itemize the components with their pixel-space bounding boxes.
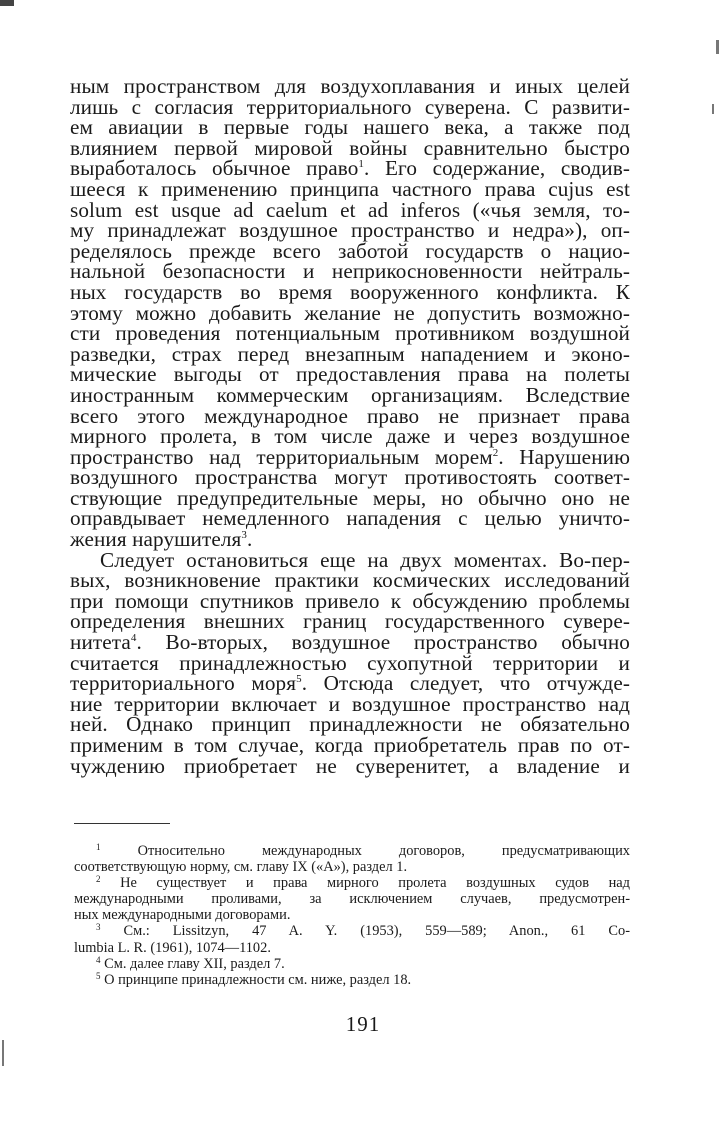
text-line: [70, 529, 630, 550]
text-line: чуждению приобретает не суверенитет, а владение и: [70, 753, 630, 778]
text-line: разведки, страх перед внезапным нападением и эконо-: [70, 341, 630, 366]
footnote-text: О принципе принадлежности см. ниже, раздел 18.: [104, 971, 412, 988]
text-line: ем авиации в первые годы нашего века, а также под: [70, 115, 630, 140]
text-line: нальной безопасности и неприкосновенности нейтраль-: [70, 259, 630, 284]
text-span: территориального моря: [70, 671, 297, 696]
footnote-ref: 4: [130, 632, 137, 645]
text-line: ствующие предупредительные меры, но обычно оно не: [70, 485, 630, 510]
page-number: 191: [345, 1012, 381, 1036]
footnote-number: 5: [96, 970, 101, 981]
text-line: оправдывает немедленного нападения с целью уничто-: [70, 506, 630, 531]
text-span: жения нарушителя: [70, 527, 242, 552]
text-line: всего этого международное право не признает права: [70, 403, 630, 428]
footnote-text: Не существует и права мирного пролета воздушных судов над: [120, 875, 630, 892]
text-span: выработалось обычное право: [70, 156, 359, 181]
footnote-ref: 1: [358, 158, 365, 171]
footnote-text: См.: Lissitzyn, 47 A. Y. (1953), 559—589; Anon., 61 Co-: [123, 923, 630, 940]
text-line: ней. Однако принцип принадлежности не обязательно: [70, 712, 630, 737]
text-span: . Его содержание, сводив-: [364, 156, 630, 181]
text-line: при помощи спутников привело к обсуждению проблемы: [70, 588, 630, 613]
footnotes: [74, 843, 630, 988]
text-line: ных государств во время вооруженного конфликта. К: [70, 279, 630, 304]
text-line: воздушного пространства могут противостоять соответ-: [70, 465, 630, 490]
footnote-line: соответствующую норму, см. главу IX («А»), раздел 1.: [74, 859, 408, 876]
scan-speck: [2, 1040, 4, 1066]
footnote-line: ных международными договорами.: [74, 907, 291, 924]
text-span: . Отсюда следует, что отчужде-: [301, 671, 631, 696]
text-span: .: [246, 527, 253, 552]
text-line: иностранным коммерческим организациям. Вследствие: [70, 382, 630, 407]
footnote-line: [74, 956, 630, 972]
footnote-ref: 3: [241, 529, 247, 542]
text-line: ным пространством для воздухоплавания и иных целей: [70, 74, 630, 98]
footnote-number: 2: [96, 874, 101, 885]
text-line: [70, 158, 630, 179]
main-text: [70, 76, 630, 776]
text-line: считается принадлежностью сухопутной территории и: [70, 650, 630, 675]
text-line: определения внешних границ государственного сувере-: [70, 609, 630, 634]
text-span: . Во-вторых, воздушное пространство обычно: [136, 630, 630, 655]
scan-speck: [716, 40, 719, 54]
footnote-number: 4: [96, 954, 101, 965]
scan-edge-mark: [0, 0, 14, 6]
text-line: ние территории включает и воздушное пространство над: [70, 691, 630, 716]
text-line: этому можно добавить желание не допустить возможно-: [70, 300, 630, 325]
text-line: Следует остановиться еще на двух моментах. Во-пер-: [100, 547, 630, 572]
text-line: solum est usque ad caelum et ad inferos («чья земля, то-: [70, 197, 630, 222]
text-line: [70, 673, 630, 694]
text-line: сти проведения потенциальным противником воздушной: [70, 321, 630, 346]
footnote-text: См. далее главу XII, раздел 7.: [104, 955, 285, 972]
text-line: лишь с согласия территориального суверена. С развити-: [70, 94, 630, 119]
text-line: влиянием первой мировой войны сравнительно быстро: [70, 135, 630, 160]
text-line: ределялось прежде всего заботой государств о нацио-: [70, 238, 630, 263]
text-line: мирного пролета, в том числе даже и через воздушное: [70, 424, 630, 449]
text-line: шееся к применению принципа частного права cujus est: [70, 176, 630, 201]
text-line: мические выгоды от предоставления права на полеты: [70, 362, 630, 387]
text-line: му принадлежат воздушное пространство и недра»), оп-: [70, 218, 630, 243]
text-line: [70, 444, 630, 469]
footnote-divider: [74, 823, 170, 824]
footnote-line: [74, 972, 630, 988]
footnote-ref: 2: [492, 446, 499, 459]
text-span: пространство над территориальным морем: [70, 444, 493, 469]
scan-speck: [712, 104, 714, 114]
text-span: нитета: [70, 630, 131, 655]
footnote-ref: 5: [296, 673, 302, 686]
text-span: . Нарушению: [498, 444, 630, 469]
footnote-line: [74, 843, 630, 859]
text-line: вых, возникновение практики космических исследований: [70, 568, 630, 593]
footnote-line: международными проливами, за исключением случаев, предусмотрен-: [74, 891, 630, 908]
text-line: [70, 632, 630, 653]
footnote-number: 3: [96, 922, 101, 933]
footnote-text: Относительно международных договоров, предусматривающих: [137, 843, 630, 859]
footnote-line: [74, 875, 630, 891]
footnote-number: 1: [96, 842, 101, 852]
text-line: применим в том случае, когда приобретатель прав по от-: [70, 733, 630, 757]
footnote-line: [74, 923, 630, 939]
footnote-line: lumbia L. R. (1961), 1074—1102.: [74, 939, 271, 956]
